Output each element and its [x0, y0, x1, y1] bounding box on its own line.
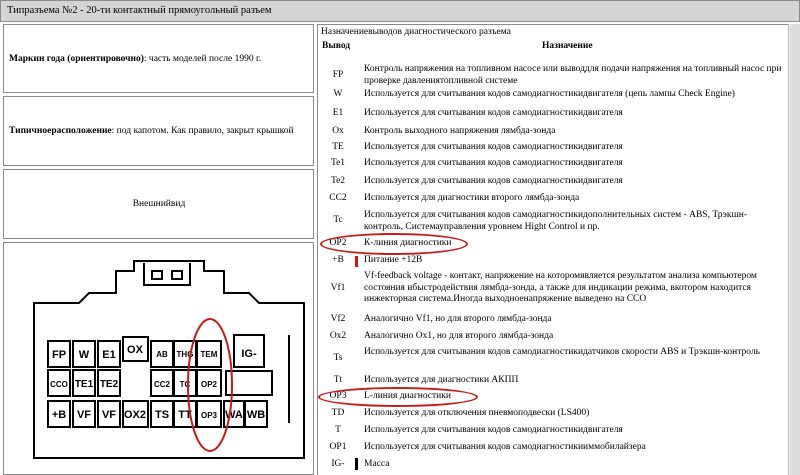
- year-cell: [3, 24, 314, 93]
- row-pin: T: [335, 425, 341, 435]
- pin-label-tc: TC: [179, 380, 191, 389]
- year-label: Маркин года (ориентировочно): [9, 53, 144, 64]
- pin-label-e1: E1: [102, 349, 116, 361]
- row-desc: Используется для считывания кодов самодиагностикидвигателя: [364, 108, 623, 118]
- row-desc: Используется для считывания кодов самодиагностикидатчиков скорости ABS и Трэкшн-контроль: [364, 347, 760, 357]
- row-desc: Контроль выходного напряжения лямбда-зонда: [364, 126, 556, 136]
- left-column: [3, 24, 314, 475]
- pin-label-ab: AB: [156, 350, 168, 359]
- pin-label-wb: WB: [246, 409, 266, 421]
- annotation-ellipse-op2: [320, 233, 468, 255]
- row-desc: К-линия диагностики: [364, 238, 452, 248]
- row-desc: Используется для диагностики второго лямбда-зонда: [364, 193, 580, 203]
- pin-label-tt: TT: [178, 409, 192, 421]
- row-desc: Используется для считывания кодов самодиагностикидвигателя: [364, 142, 623, 152]
- col-pin-header: Вывод: [322, 41, 351, 51]
- connector-cell: [3, 242, 314, 475]
- row-desc: Используется для считывания кодов самодиагностикидвигателя: [364, 158, 623, 168]
- row-desc: Используется для считывания кодов самодиагностикидвигателя (цепь лампы Check Engine): [364, 89, 735, 99]
- appearance-cell: [3, 169, 314, 239]
- row-pin: OP2: [329, 238, 347, 248]
- pin-label-ox: OX: [127, 344, 143, 356]
- header-title: Типразъема №2 - 20-ти контактный прямоугольный разъем: [7, 5, 272, 16]
- pin-label-vf-2: VF: [101, 409, 117, 421]
- row-pin: Vf2: [330, 314, 346, 324]
- row-pin: E1: [332, 108, 344, 118]
- pin-label-thg: THG: [176, 350, 194, 359]
- page-header: [0, 0, 800, 22]
- pin-table: [317, 24, 800, 475]
- annotation-ellipse-op3: [318, 387, 478, 407]
- pin-label-wa: WA: [225, 409, 243, 421]
- row-desc: Используется для считывания кодов самодиагностикидвигателя: [364, 425, 623, 435]
- vertical-scrollbar[interactable]: [788, 24, 800, 475]
- row-pin: TE: [332, 142, 344, 152]
- pin-label-tem: TEM: [200, 350, 218, 359]
- pin-label-ox2: OX2: [123, 409, 147, 421]
- pin-label-ts: TS: [154, 409, 170, 421]
- location-value: : под капотом. Как правило, закрыт крышкой: [111, 126, 294, 136]
- pin-label-fp: FP: [51, 349, 67, 361]
- row-desc: Используется для считывания кодов самодиагностикидополнительных систем - ABS, Трэкшн-контроль, Системауправления уровнем Hight Control и пр.: [364, 210, 748, 232]
- row-pin: Te2: [330, 176, 346, 186]
- appearance-label: Внешнийвид: [132, 199, 186, 209]
- pin-label-cc2: CC2: [153, 380, 171, 389]
- pin-label-op2: OP2: [200, 380, 218, 389]
- row-desc: Масса: [364, 459, 390, 469]
- row-desc: Используется для отключения пневмоподвески (LS400): [364, 408, 590, 418]
- row-pin: +B: [332, 255, 344, 265]
- row-pin: Tc: [333, 215, 343, 225]
- row-desc: Питание +12В: [364, 255, 423, 265]
- pin-label-b: +B: [51, 409, 67, 421]
- row-pin: FP: [332, 70, 344, 80]
- connector-diagram: [4, 243, 315, 475]
- annotation-black-marker: [355, 458, 358, 470]
- row-desc: Аналогично Ox1, но для второго лямбда-зонда: [364, 331, 554, 341]
- row-desc: Vf-feedback voltage - контакт, напряжение на которомявляется результатом анализа компьютером состояния ибыстродействия лямбда-зонда, а также для индикации режима, вкотором находится инжекторная система.Иногда выходноенапряжение выведено на CCO: [364, 271, 757, 304]
- year-value: : часть моделей после 1990 г.: [143, 53, 262, 64]
- row-pin: OP1: [329, 442, 347, 452]
- col-desc-header: Назначение: [542, 41, 593, 51]
- row-desc: Используется для считывания кодов самодиагностикидвигателя: [364, 176, 623, 186]
- row-pin: Vf1: [330, 283, 346, 293]
- row-desc: Используется для диагностики АКПП: [364, 375, 519, 385]
- row-desc: Используется для считывания кодов самодиагностикииммобилайзера: [364, 442, 646, 452]
- table-header: [318, 41, 788, 55]
- row-pin: W: [333, 89, 343, 99]
- row-pin: Ts: [333, 353, 343, 363]
- pin-label-vf: VF: [76, 409, 92, 421]
- location-label: Типичноерасположение: [9, 126, 112, 136]
- row-pin: Te1: [330, 158, 346, 168]
- pin-label-ig: IG-: [241, 348, 257, 360]
- row-pin: Ox: [332, 126, 344, 136]
- annotation-red-marker: [355, 256, 358, 267]
- table-title: Назначениевыводов диагностического разъема: [321, 27, 511, 37]
- row-desc: Аналогично Vf1, но для второго лямбда-зонда: [364, 314, 552, 324]
- scrollbar-thumb[interactable]: [790, 24, 800, 475]
- row-pin: OP3: [329, 391, 347, 401]
- row-pin: IG-: [331, 459, 345, 469]
- row-pin: CC2: [329, 193, 347, 203]
- pin-label-te2: TE2: [99, 379, 119, 390]
- location-cell: [3, 96, 314, 166]
- row-desc: L-линия диагностики: [364, 391, 451, 401]
- row-pin: Tt: [333, 375, 343, 385]
- pin-label-te1: TE1: [74, 379, 94, 390]
- pin-label-w: W: [78, 349, 90, 361]
- row-pin: TD: [331, 408, 345, 418]
- pin-label-op3: OP3: [200, 411, 218, 420]
- row-pin: Ox2: [329, 331, 347, 341]
- pin-label-cco: CCO: [50, 380, 68, 389]
- row-desc: Контроль напряжения на топливном насосе или выводдля подачи напряжения на топливный насос при проверке давлениятопливной системе: [364, 64, 782, 86]
